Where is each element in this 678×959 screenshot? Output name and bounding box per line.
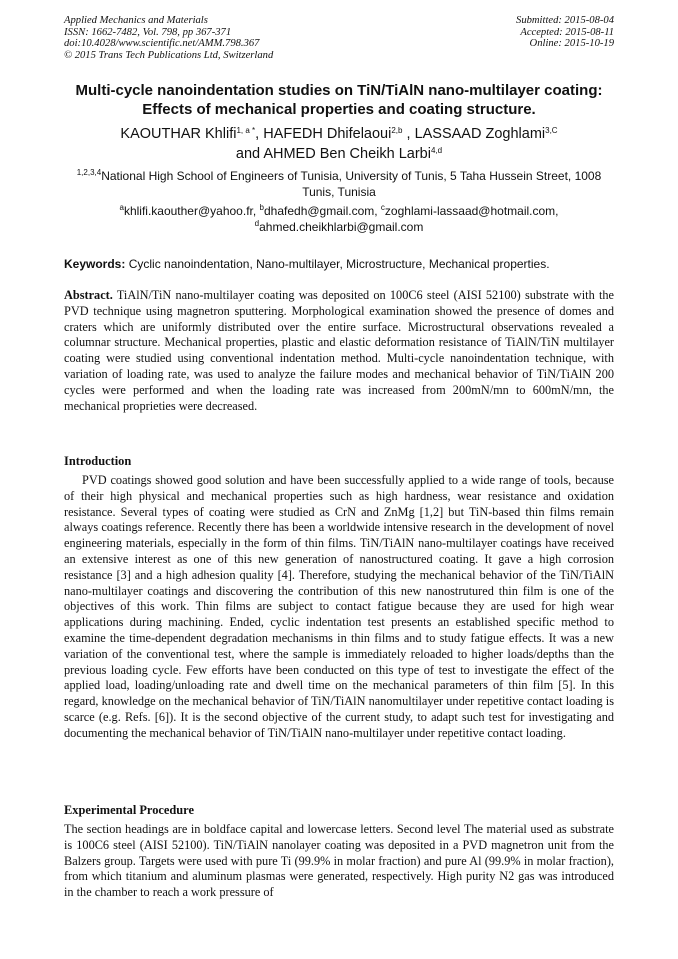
keywords-text: Cyclic nanoindentation, Nano-multilayer, Microstructure, Mechanical properties. (128, 257, 550, 271)
keywords-label: Keywords: (64, 257, 126, 271)
online-date: Online: 2015-10-19 (529, 38, 614, 50)
email-a[interactable]: khlifi.kaouther@yahoo.fr, (123, 204, 257, 218)
keywords (64, 257, 614, 272)
email-c-sup: c (380, 203, 385, 212)
journal-name: Applied Mechanics and Materials (64, 15, 208, 26)
email-list (64, 203, 614, 235)
email-d[interactable]: ahmed.cheikhlarbi@gmail.com (259, 220, 424, 234)
author-2: HAFEDH Dhifelaoui (263, 126, 392, 142)
journal-copyright: © 2015 Trans Tech Publications Ltd, Switzerland (64, 49, 274, 61)
author-1-sup: 1, a * (236, 126, 256, 135)
author-4-sup: 4,d (430, 146, 443, 155)
email-a-sup: a (119, 203, 124, 212)
paper-title: Multi-cycle nanoindentation studies on TiN/TiAlN nano-multilayer coating: Effects of mechanical properties and coating structure. (75, 82, 603, 118)
email-b[interactable]: dhafedh@gmail.com, (264, 204, 378, 218)
journal-issn: ISSN: 1662-7482, Vol. 798, pp 367-371 (64, 26, 232, 38)
affiliation (64, 168, 614, 200)
introduction-heading: Introduction (64, 454, 132, 468)
journal-doi: doi:10.4028/www.scientific.net/AMM.798.367 (64, 38, 260, 50)
author-1: KAOUTHAR Khlifi (120, 126, 237, 142)
experimental-text: The section headings are in boldface capital and lowercase letters. Second level The material used as substrate is 100C6 steel (AISI 52100). TiN/TiAlN nanolayer coating was deposited in a PVD magnetron unit from the Balzers group. Targets were used with pure Ti (99.9% in molar fraction) and pure Al (99.9% in molar fraction), from which titanium and aluminum plasmas were generated, respectively. High purity N2 gas was introduced in the chamber to reach a work pressure of (64, 822, 614, 900)
introduction-text: PVD coatings showed good solution and have been successfully applied to a wide range of tools, because of their high physical and mechanical properties such as high hardness, wear resistance and oxidation resistance. Several types of coating were studied as CrN and ZnMg [1,2] but TiN-based thin films remain always coatings reference. Recently there has been a worldwide intensive research in the development of novel engineering materials, especially in the form of thin films. TiN/TiAlN nano-multilayer coatings have received an extensive interest as one of this new generation of nanostructured coating. It gave a high corrosion resistance [3] and a high adhesion quality [4]. Therefore, studying the mechanical behavior of the TiN/TiAlN nano-multilayer coatings and discovering the contribution of this new nanostrutured thin film is one of the objectives of this work. Thin films are subject to contact fatigue because they are used for high wear applications during machining. Ended, cyclic indentation test presents an established specific method to examine the time-dependent degradation mechanisms in thin films and to study fatigue effects. It was a new variation of the conventional test, where the sample is immediately reloaded to higher loads/depths than the previous loading cycle. Few efforts have been conducted on this type of test to investigate the effect of the applied load, loading/unloading rate and dwell time on the mechanical parameters of thin film [5]. In this regard, knowledge on the mechanical behavior of TiN/TiAlN nanomultilayer under repetitive contact loading is scarce (e.g. Refs. [6]). It is the second objective of the current study, to adapt such test for investigating and documenting the mechanical behavior of TiN/TiAlN nano-multilayer under repetitive contact loading. (64, 473, 614, 740)
author-list: KAOUTHAR Khlifi$^{1, a *}$, HAFEDH Dhifelaoui$^{2,b}$ , LASSAAD Zoghlami$^{3,C}$ and AHMED Ben Cheikh Larbi$^{4,d}$ (120, 126, 558, 162)
affiliation-sup: 1,2,3,4 (76, 168, 102, 177)
accepted-date: Accepted: 2015-08-11 (520, 26, 614, 38)
author-3-sup: 3,C (545, 126, 558, 135)
affiliation-text: National High School of Engineers of Tunisia, University of Tunis, 5 Taha Hussein Street, 1008 Tunis, Tunisia (101, 169, 602, 199)
abstract (64, 288, 614, 414)
author-4: and AHMED Ben Cheikh Larbi (235, 146, 431, 162)
email-c[interactable]: zoghlami-lassaad@hotmail.com, (384, 204, 559, 218)
experimental-heading: Experimental Procedure (64, 803, 194, 817)
abstract-text: TiAlN/TiN nano-multilayer coating was deposited on 100C6 steel (AISI 52100) substrate with the PVD technique using magnetron sputtering. Morphological examination showed the presence of domes and craters which are uniformly distributed over the entire surface. Microstructural observations revealed a columnar structure. Mechanical properties, plastic and elastic deformation resistance of TiAlN/TiN multilayer coating were studied using conventional indentation method. Multi-cycle nanoindentation technique, with variation of loading rate, was used to analyze the failure modes and mechanical behavior of TiN/TiAlN 200 cycles were performed and when the loading rate was increased from 200mN/mn to 600mN/mn, the mechanical proprieties were decreased. (64, 288, 614, 413)
email-b-sup: b (259, 203, 264, 212)
abstract-label: Abstract. (64, 288, 113, 302)
journal-header (64, 15, 273, 61)
submitted-date: Submitted: 2015-08-04 (516, 15, 614, 26)
email-d-sup: d (254, 219, 260, 228)
dates-header (516, 15, 614, 50)
author-3: LASSAAD Zoghlami (414, 126, 546, 142)
author-2-sup: 2,b (391, 126, 403, 135)
